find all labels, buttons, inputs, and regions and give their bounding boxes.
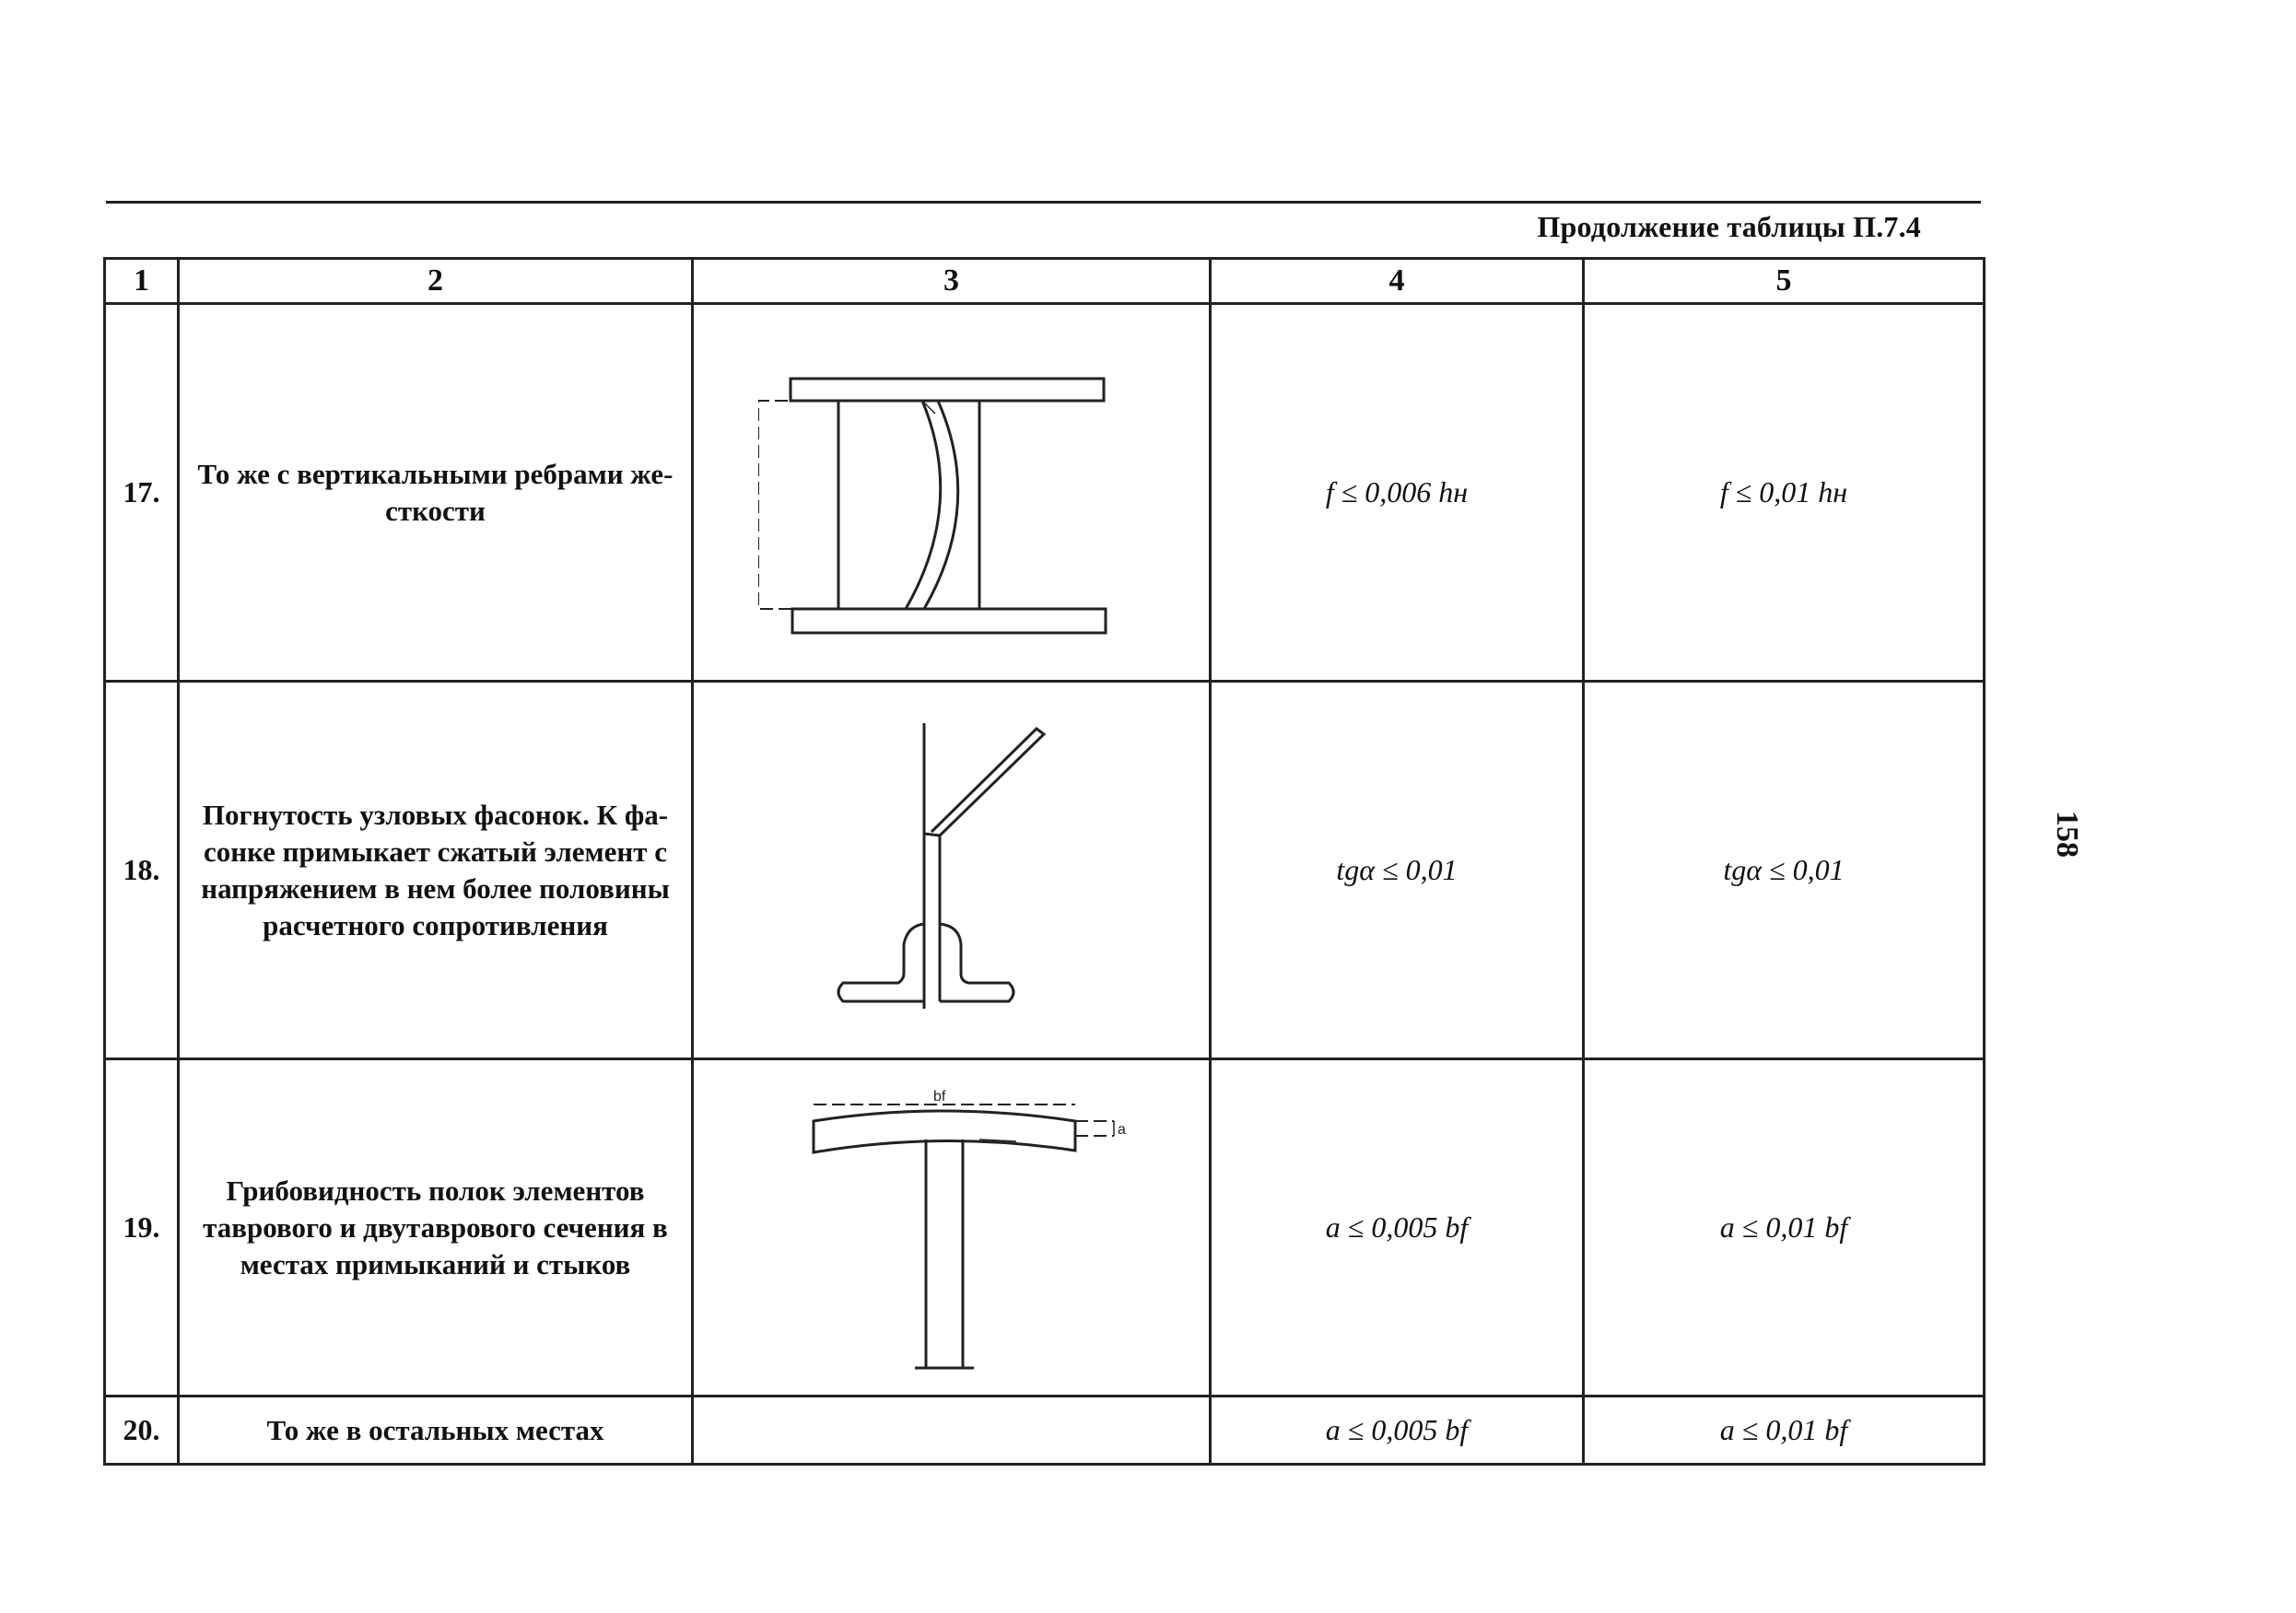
t-section-flange-diagram (777, 1081, 1127, 1375)
row-description: Погнутость узловых фасонок. К фа-сонке примыкает сжатый элемент с напряжением в нем более половины расчетного сопротивления (179, 682, 693, 1059)
deflection-label: a (1117, 1121, 1126, 1138)
row-figure (693, 304, 1211, 682)
column-header: 4 (1211, 259, 1584, 304)
header-rule (106, 201, 1981, 204)
tolerance-col4 (1211, 682, 1584, 1059)
table-caption: Продолжение таблицы П.7.4 (1537, 210, 1921, 243)
column-header: 3 (693, 259, 1211, 304)
column-header: 2 (179, 259, 693, 304)
gusset-plate-diagram (832, 714, 1072, 1027)
row-number: 19. (105, 1059, 179, 1397)
row-figure-empty (693, 1397, 1211, 1465)
tolerance-text: tgα ≤ 0,01 (1336, 853, 1458, 886)
tolerance-col4 (1211, 304, 1584, 682)
row-figure (693, 1059, 1211, 1397)
row-figure (693, 682, 1211, 1059)
page-number: 158 (2050, 811, 2084, 858)
tolerance-col4 (1211, 1059, 1584, 1397)
table-row (105, 1059, 1985, 1397)
column-header: 5 (1584, 259, 1985, 304)
table-row (105, 304, 1985, 682)
tolerance-col5 (1584, 682, 1985, 1059)
tolerance-text: a ≤ 0,01 bf (1719, 1413, 1848, 1446)
i-beam-stiffener-diagram (758, 336, 1145, 649)
row-description: То же с вертикальными ребрами же-сткости (179, 304, 693, 682)
table-row (105, 682, 1985, 1059)
tolerance-text: a ≤ 0,005 bf (1325, 1210, 1469, 1244)
row-description: Грибовидность полок элементов таврового и двутаврового сечения в местах примыканий и стыков (179, 1059, 693, 1397)
tolerance-text: f ≤ 0,006 hн (1325, 475, 1469, 508)
row-number: 20. (105, 1397, 179, 1465)
table-header-row (105, 259, 1985, 304)
tolerance-col5 (1584, 304, 1985, 682)
row-description: То же в остальных местах (179, 1397, 693, 1465)
row-number: 18. (105, 682, 179, 1059)
tolerance-text: tgα ≤ 0,01 (1723, 853, 1845, 886)
tolerance-col4 (1211, 1397, 1584, 1465)
tolerance-text: f ≤ 0,01 hн (1719, 475, 1848, 508)
table-row (105, 1397, 1985, 1465)
row-number: 17. (105, 304, 179, 682)
tolerance-text: a ≤ 0,01 bf (1719, 1210, 1848, 1244)
tolerance-table (103, 257, 1986, 1466)
column-header: 1 (105, 259, 179, 304)
tolerance-text: a ≤ 0,005 bf (1325, 1413, 1469, 1446)
tolerance-col5 (1584, 1059, 1985, 1397)
tolerance-col5 (1584, 1397, 1985, 1465)
flange-width-label: bf (932, 1088, 945, 1105)
